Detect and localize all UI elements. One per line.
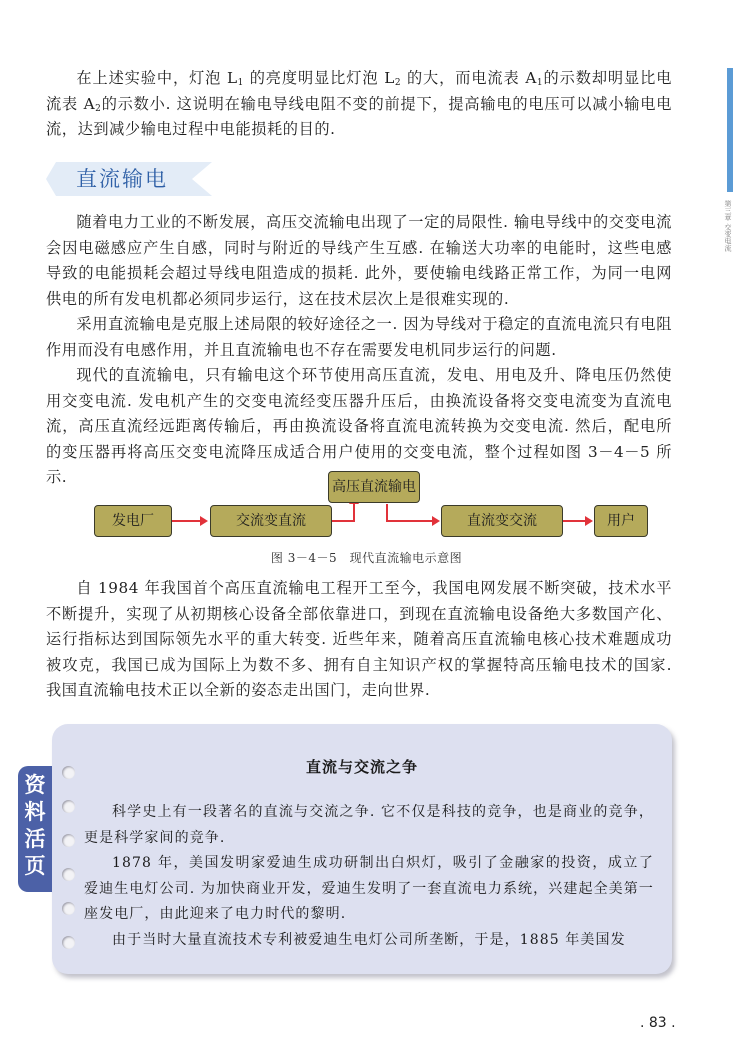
- binder-hole-icon: [62, 902, 75, 915]
- node-dc-to-ac: 直流变交流: [441, 505, 563, 537]
- arrow-3b: [386, 520, 434, 522]
- figure-caption: 图 3－4－5 现代直流输电示意图: [270, 551, 463, 565]
- arrow-4: [563, 520, 587, 522]
- binder-hole-icon: [62, 868, 75, 881]
- arrowhead-icon: [432, 516, 440, 526]
- body-paragraph-1: 随着电力工业的不断发展，高压交流输电出现了一定的局限性. 输电导线中的交变电流会因电磁感应产生自感，同时与附近的导线产生互感. 在输送大功率的电能时，这些电感导致的电能损耗会超过导线电阻造成的损耗. 此外，要使输电线路正常工作，为同一电网供电的所有发电机都必须同步运行，这在技术层次上是很难实现的.: [46, 213, 672, 308]
- arrowhead-icon: [585, 516, 593, 526]
- chapter-thumb-label: 第三章 交变电流: [724, 200, 732, 252]
- arrow-1: [172, 520, 202, 522]
- arrowhead-icon: [200, 516, 208, 526]
- node-ac-to-dc: 交流变直流: [210, 505, 332, 537]
- binder-hole-icon: [62, 936, 75, 949]
- body-paragraph-3: 现代的直流输电，只有输电这个环节使用高压直流，发电、用电及升、降电压仍然使用交变电流. 发电机产生的交变电流经变压器升压后，由换流设备将交变电流变为直流电流，高压直流经远距离传输后，再由换流设备将直流电流转换为交变电流. 然后，配电所的变压器再将高压交变电流降压成适合用户使用的交变电流，整个过程如图 3－4－5 所示.: [46, 366, 672, 486]
- body-paragraph-4: 自 1984 年我国首个高压直流输电工程开工至今，我国电网发展不断突破，技术水平不断提升，实现了从初期核心设备全部依靠进口，到现在直流输电设备绝大多数国产化、运行指标达到国际领先水平的重大转变. 近些年来，随着高压直流输电核心技术难题成功被攻克，我国已成为国际上为数不多、拥有自主知识产权的掌握特高压输电技术的国家. 我国直流输电技术正以全新的姿态走出国门，走向世界.: [46, 579, 672, 699]
- section-title: 直流输电: [76, 167, 168, 191]
- node-user: 用户: [594, 505, 648, 537]
- hvdc-flow-diagram: [80, 468, 650, 548]
- node-power-plant: 发电厂: [94, 505, 172, 537]
- card-paragraph-3: 由于当时大量直流技术专利被爱迪生电灯公司所垄断，于是，1885 年美国发: [112, 932, 626, 948]
- binder-hole-icon: [62, 800, 75, 813]
- resource-tab-label: 资料活页: [24, 773, 46, 878]
- card-paragraph-1: 科学史上有一段著名的直流与交流之争. 它不仅是科技的竞争，也是商业的竞争，更是科学家间的竞争.: [84, 804, 654, 846]
- node-hvdc-transmission: 高压直流输电: [328, 471, 420, 503]
- arrow-2a: [332, 520, 354, 522]
- intro-paragraph: 在上述实验中，灯泡 $L_1$ 的亮度明显比灯泡 $L_2$ 的大，而电流表 $A_1$的示数却明显比电流表 $A_2$的示数小. 这说明在输电导线电阻不变的前提下，提高输电的电压可以减小输电电流，达到减少输电过程中电能损耗的目的.: [46, 69, 672, 138]
- arrow-2b: [353, 504, 355, 522]
- page-number: . 83 .: [640, 1015, 676, 1031]
- card-paragraph-2: 1878 年，美国发明家爱迪生成功研制出白炽灯，吸引了金融家的投资，成立了爱迪生电灯公司. 为加快商业开发，爱迪生发明了一套直流电力系统，兴建起全美第一座发电厂，由此迎来了电力时代的黎明.: [84, 855, 654, 922]
- card-title: 直流与交流之争: [305, 758, 418, 776]
- body-paragraph-2: 采用直流输电是克服上述局限的较好途径之一. 因为导线对于稳定的直流电流只有电阻作用而没有电感作用，并且直流输电也不存在需要发电机同步运行的问题.: [46, 315, 672, 359]
- chapter-thumb-bar: [727, 68, 733, 192]
- binder-hole-icon: [62, 834, 75, 847]
